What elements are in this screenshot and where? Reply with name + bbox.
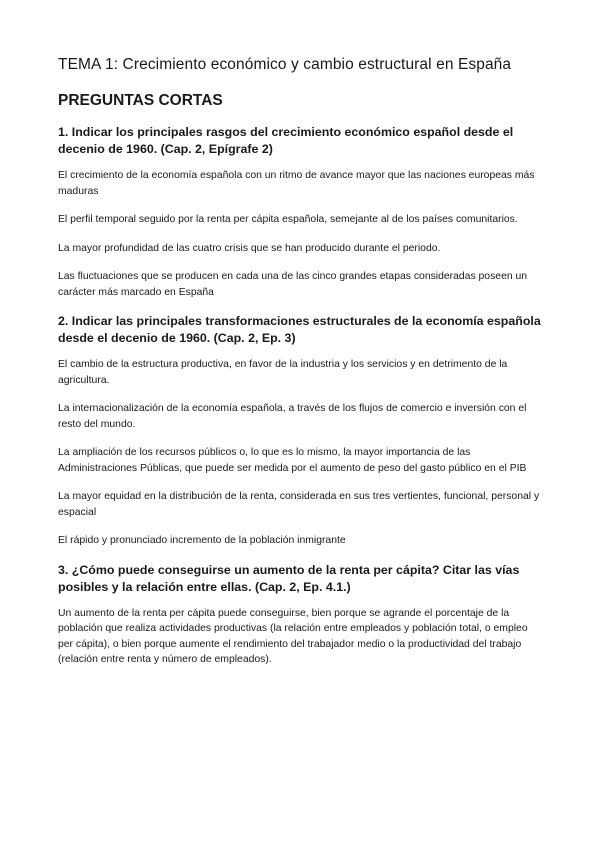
answer-paragraph: La ampliación de los recursos públicos o, lo que es lo mismo, la mayor importancia de las Administraciones Públicas, que puede ser medida por el aumento de peso del gasto público en el PIB bbox=[58, 447, 527, 474]
answer-paragraph: La mayor profundidad de las cuatro crisis que se han producido durante el periodo. bbox=[58, 242, 441, 254]
answer-paragraph: La internacionalización de la economía española, a través de los flujos de comercio e inversión con el resto del mundo. bbox=[58, 403, 527, 430]
answer-paragraph: Las fluctuaciones que se producen en cada una de las cinco grandes etapas consideradas poseen un carácter más marcado en España bbox=[58, 271, 528, 298]
section-title: PREGUNTAS CORTAS bbox=[58, 92, 223, 109]
question-block-2 bbox=[58, 313, 542, 549]
question-block-1 bbox=[58, 124, 542, 300]
question-heading-2: 2. Indicar las principales transformaciones estructurales de la economía española desde el decenio de 1960. (Cap. 2, Ep. 3) bbox=[58, 314, 541, 345]
document-page bbox=[58, 56, 542, 681]
document-title: TEMA 1: Crecimiento económico y cambio estructural en España bbox=[58, 56, 512, 73]
answer-paragraph: El crecimiento de la economía española con un ritmo de avance mayor que las naciones europeas más maduras bbox=[58, 170, 535, 197]
answer-paragraph: La mayor equidad en la distribución de la renta, considerada en sus tres vertientes, funcional, personal y espacial bbox=[58, 491, 540, 518]
question-heading-1: 1. Indicar los principales rasgos del crecimiento económico español desde el decenio de 1960. (Cap. 2, Epígrafe 2) bbox=[58, 125, 514, 156]
question-heading-3: 3. ¿Cómo puede conseguirse un aumento de la renta per cápita? Citar las vías posibles y la relación entre ellas. (Cap. 2, Ep. 4.1.) bbox=[58, 562, 520, 594]
answer-paragraph: Un aumento de la renta per cápita puede conseguirse, bien porque se agrande el porcentaje de la población que realiza actividades productivas (la relación entre empleados y población total, o empleo per cápita), o bien porque aumente el rendimiento del trabajador medio o la productividad del trabajo (relación entre renta y número de empleados). bbox=[58, 607, 528, 665]
question-block-3 bbox=[58, 562, 542, 668]
answer-paragraph: El rápido y pronunciado incremento de la población inmigrante bbox=[58, 535, 346, 546]
answer-paragraph: El cambio de la estructura productiva, en favor de la industria y los servicios y en detrimento de la agricultura. bbox=[58, 359, 508, 386]
answer-paragraph: El perfil temporal seguido por la renta per cápita española, semejante al de los países comunitarios. bbox=[58, 214, 518, 225]
